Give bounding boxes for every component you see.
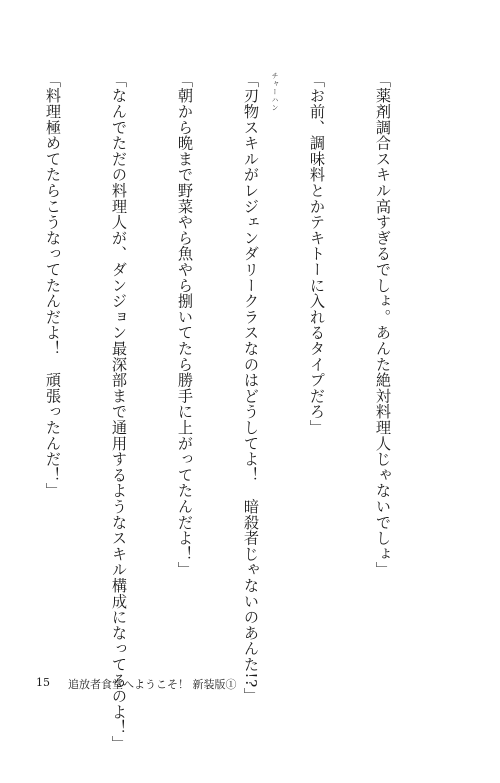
- text-line: 「お前、調味料とかテキトーに入れるタイプだろ」: [308, 72, 326, 436]
- book-title: 追放者食堂へようこそ！ 新装版①: [68, 678, 237, 691]
- text-line: 「薬剤調合スキル高すぎるでしょ。あんた絶対料理人じゃないでしょ」: [374, 72, 392, 578]
- text-line: 「料理極めてたらこうなってたんだよ！ 頑張ったんだ！」: [44, 72, 62, 499]
- furigana-chahan: チャーハン: [271, 72, 279, 112]
- text-line: 「なんでただの料理人が、ダンジョン最深部まで通用するようなスキル構成になってるのよ！」: [110, 72, 128, 752]
- text-line: 「刃物スキルがレジェンダリークラスなのはどうしてよ！ 暗殺者じゃないのあんた!?」: [242, 72, 260, 704]
- page-footer: [36, 676, 237, 692]
- page-number: 15: [36, 676, 50, 689]
- text-line: 「朝から晩まで野菜やら魚やら捌いてたら勝手に上がってたんだよ！」: [176, 72, 194, 578]
